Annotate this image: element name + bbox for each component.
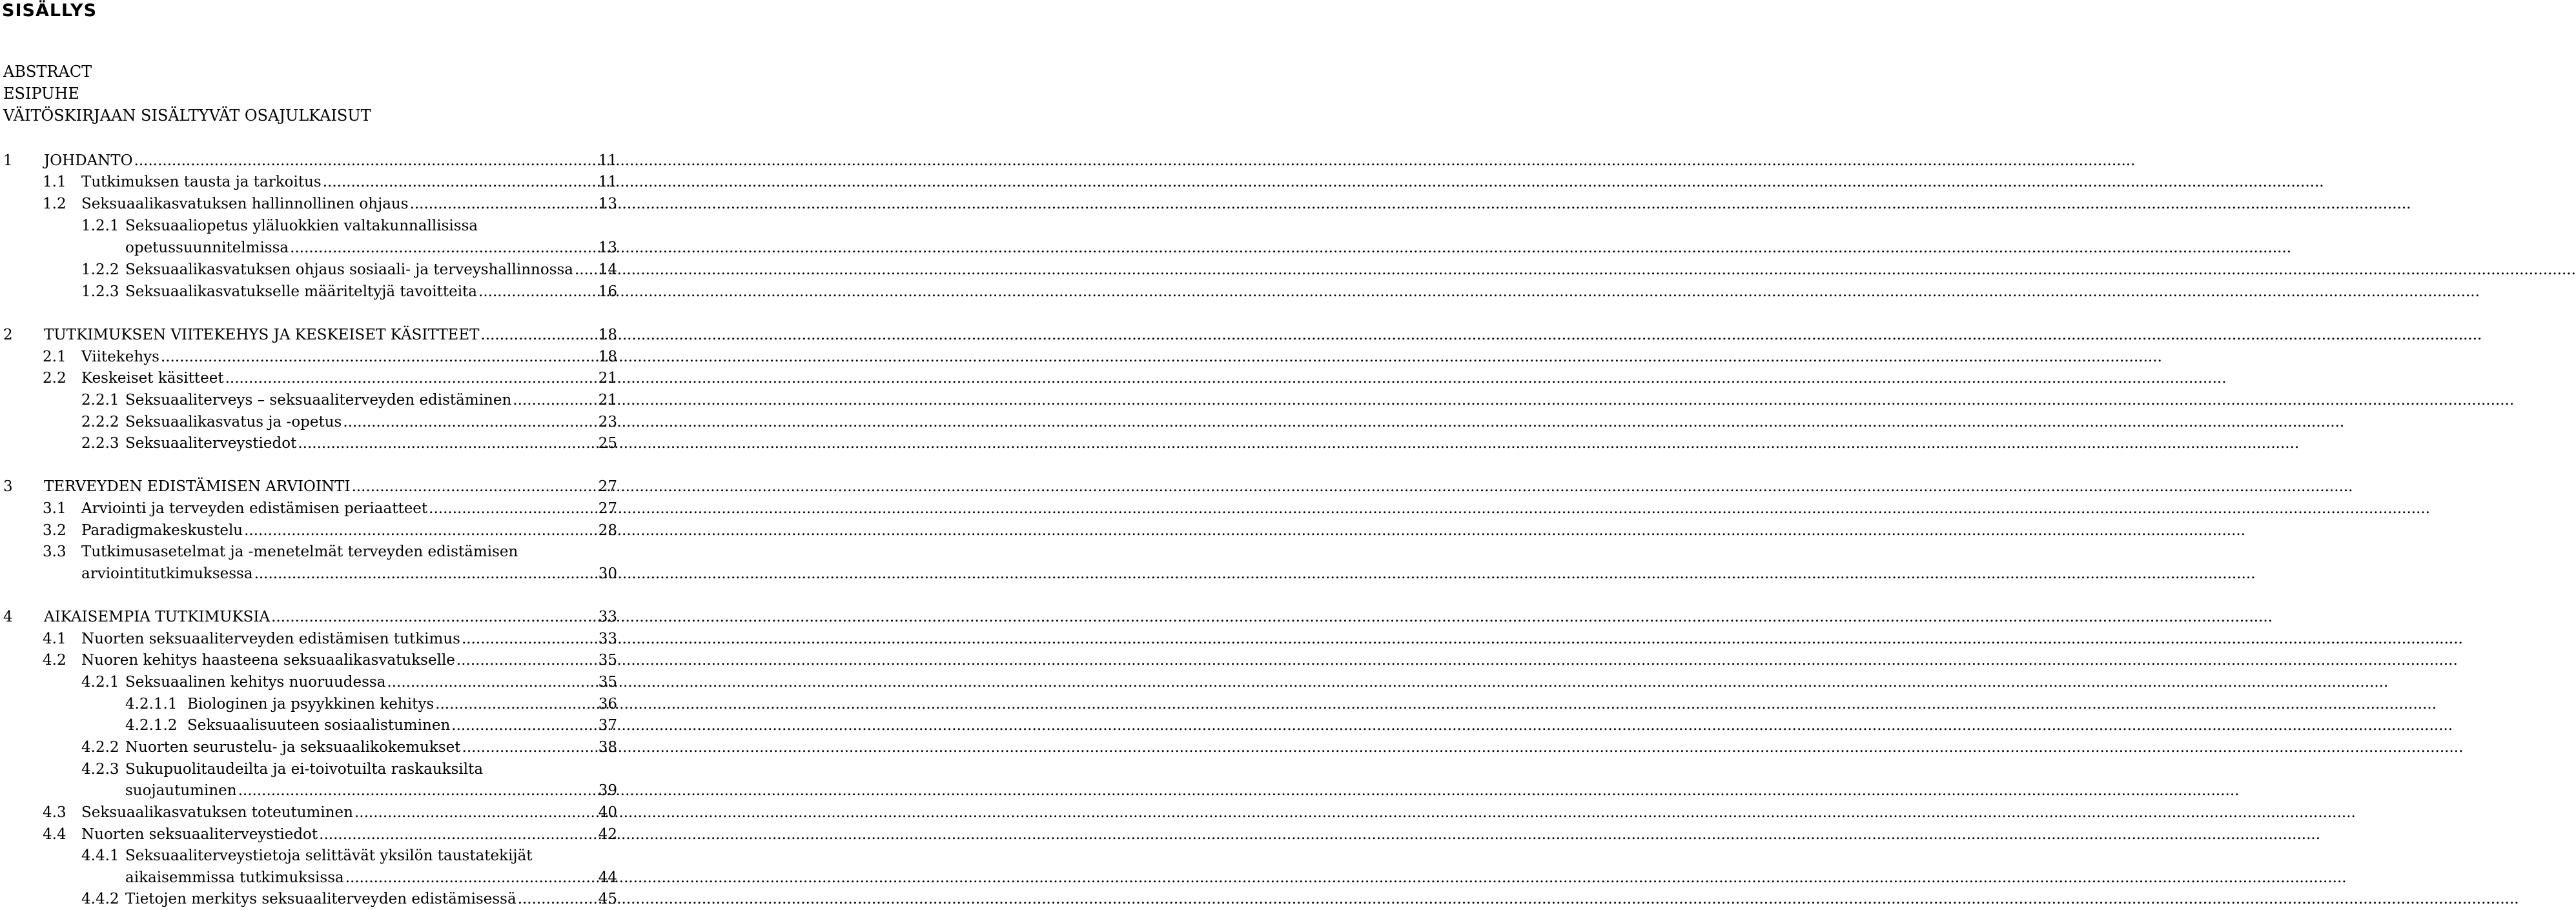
toc-entry[interactable] <box>0 845 617 867</box>
dot-leader <box>513 389 595 411</box>
toc-entry[interactable] <box>0 758 617 780</box>
toc-entry-title: AIKAISEMPIA TUTKIMUKSIA <box>44 609 271 625</box>
toc-entry[interactable] <box>0 563 617 585</box>
toc-entry-page-number: 21 <box>598 370 617 387</box>
toc-entry-number: 2.2.1 <box>81 392 119 409</box>
toc-entry-title: Biologinen ja psyykkinen kehitys <box>187 696 434 713</box>
toc-entry[interactable] <box>0 888 617 910</box>
toc-entry-title: Seksuaalisuuteen sosiaalistuminen <box>187 717 451 734</box>
toc-entry-line <box>125 411 617 433</box>
toc-entry[interactable] <box>0 324 617 346</box>
toc-entry[interactable] <box>0 802 617 824</box>
toc-entry-number: 1.2.2 <box>81 261 119 278</box>
dot-leader <box>238 780 596 802</box>
dot-leader <box>480 324 595 346</box>
toc-entry-line <box>81 628 617 650</box>
dot-leader <box>462 736 596 758</box>
toc-entry-page-number: 36 <box>598 696 617 713</box>
dot-leader <box>323 171 596 193</box>
dot-leader <box>298 432 595 454</box>
toc-entry-number: 4.2.1 <box>81 674 119 691</box>
toc-entry-number: 2 <box>3 327 13 343</box>
dot-leader <box>225 367 596 389</box>
dot-leader <box>271 606 596 628</box>
toc-entry-page-number: 13 <box>598 196 617 212</box>
toc-entry-page-number: 45 <box>598 891 617 907</box>
toc-entry-line <box>125 215 617 237</box>
toc-entry-line <box>125 867 617 889</box>
toc-entry-number: 3 <box>3 478 13 495</box>
toc-entry-page-number: 13 <box>598 239 617 256</box>
toc-entry-number: 4 <box>3 609 13 625</box>
dot-leader <box>352 476 596 498</box>
toc-entry-number: 1.2.3 <box>81 283 119 300</box>
toc-entry[interactable] <box>0 476 617 498</box>
toc-entry-page-number: 18 <box>598 349 617 365</box>
dot-leader <box>345 867 596 889</box>
toc-entry-page-number: 39 <box>598 782 617 799</box>
toc-entry-page-number: 35 <box>598 652 617 669</box>
toc-entry-page-number: 18 <box>598 327 617 343</box>
toc-entry-title: Seksuaalinen kehitys nuoruudessa <box>125 674 386 691</box>
toc-entry[interactable] <box>0 693 617 715</box>
toc-entry-title: TERVEYDEN EDISTÄMISEN ARVIOINTI <box>44 478 351 495</box>
toc-entry-page-number: 35 <box>598 674 617 691</box>
dot-leader <box>343 411 595 433</box>
toc-entry-line <box>125 758 617 780</box>
toc-entry-number: 4.3 <box>43 804 66 821</box>
toc-entry-page-number: 30 <box>598 565 617 582</box>
toc-entry-page-number: 42 <box>598 826 617 843</box>
toc-entry-title: Viitekehys <box>81 349 159 365</box>
toc-entry-number: 4.4 <box>43 826 66 843</box>
toc-entry[interactable] <box>0 780 617 802</box>
toc-entry-page-number: 38 <box>598 739 617 756</box>
toc-entry-title: Nuorten seksuaaliterveyden edistämisen tutkimus <box>81 631 460 647</box>
toc-entry-title: Seksuaalikasvatuksen ohjaus sosiaali- ja terveyshallinnossa <box>125 261 573 278</box>
toc-entry[interactable] <box>0 606 617 628</box>
toc-entry-line <box>81 498 617 520</box>
toc-entry[interactable] <box>0 237 617 259</box>
toc-entry-page-number: 33 <box>598 609 617 625</box>
toc-entry-title: Seksuaalikasvatuksen hallinnollinen ohjaus <box>81 196 409 212</box>
toc-entry[interactable] <box>0 714 617 736</box>
toc-entry-page-number: 27 <box>598 500 617 517</box>
dot-leader <box>451 714 595 736</box>
toc-entry-line <box>81 802 617 824</box>
toc-entry[interactable] <box>0 259 617 281</box>
toc-entry-title: Sukupuolitaudeilta ja ei-toivotuilta raskauksilta <box>125 761 484 778</box>
dot-leader <box>319 824 596 845</box>
toc-entry-title: Nuoren kehitys haasteena seksuaalikasvatukselle <box>81 652 455 669</box>
toc-entry-title: Keskeiset käsitteet <box>81 370 224 387</box>
toc-entry-title: Seksuaalikasvatuksen toteutuminen <box>81 804 353 821</box>
toc-entry[interactable] <box>0 736 617 758</box>
toc-entry-line <box>44 150 617 172</box>
toc-entry[interactable] <box>0 867 617 889</box>
toc-entry-number: 1.2 <box>43 196 66 212</box>
toc-entry-line <box>44 606 617 628</box>
toc-entry-line <box>81 171 617 193</box>
toc-entry-page-number: 44 <box>598 869 617 886</box>
toc-entry-page-number: 11 <box>598 174 617 190</box>
toc-entry[interactable] <box>0 541 617 563</box>
toc-entry-line <box>81 520 617 541</box>
toc-entry-number: 1.2.1 <box>81 217 119 234</box>
toc-entry-page-number: 37 <box>598 717 617 734</box>
toc-entry-number: 4.2.1.1 <box>125 696 178 713</box>
toc-entry-title: Paradigmakeskustelu <box>81 522 243 539</box>
toc-entry-line <box>81 346 617 368</box>
toc-entry-title: opetussuunnitelmissa <box>125 239 289 256</box>
toc-entry-number: 4.2.1.2 <box>125 717 178 734</box>
toc-entry-title: Seksuaalikasvatus ja -opetus <box>125 414 342 430</box>
toc-entry-line <box>81 367 617 389</box>
toc-entry-line <box>125 888 617 910</box>
dot-leader <box>290 237 596 259</box>
dot-leader <box>462 628 596 650</box>
toc-entry[interactable] <box>0 171 617 193</box>
toc-entry-line <box>125 780 617 802</box>
dot-leader <box>387 671 595 693</box>
toc-entry-page-number: 21 <box>598 392 617 409</box>
toc-entry-title: Seksuaaliterveystietoja selittävät yksilön taustatekijät <box>125 847 533 864</box>
toc-entry-page-number: 16 <box>598 283 617 300</box>
toc-entry[interactable] <box>0 649 617 671</box>
dot-leader <box>429 498 596 520</box>
toc-entry-title: JOHDANTO <box>44 152 133 169</box>
toc-entry-line <box>125 845 617 867</box>
toc-entry-title: Seksuaaliterveystiedot <box>125 435 297 452</box>
toc-entry[interactable] <box>0 389 617 411</box>
dot-leader <box>134 150 596 172</box>
toc-entry-line <box>187 693 617 715</box>
dot-leader <box>410 193 596 215</box>
toc-entry-page-number: 14 <box>598 261 617 278</box>
toc-entry[interactable] <box>0 411 617 433</box>
toc-entry-line <box>125 281 617 303</box>
toc-entry[interactable] <box>0 193 617 215</box>
toc-entry-line <box>125 671 617 693</box>
toc-entry[interactable] <box>0 824 617 845</box>
toc-entry-page-number: 27 <box>598 478 617 495</box>
dot-leader <box>254 563 596 585</box>
toc-entry-number: 4.2 <box>43 652 66 669</box>
toc-entry-title: TUTKIMUKSEN VIITEKEHYS JA KESKEISET KÄSITTEET <box>44 327 480 343</box>
toc-entry-page-number: 11 <box>598 152 617 169</box>
toc-entry-line <box>81 563 617 585</box>
toc-entry-line <box>81 541 617 563</box>
toc-entry-title: Nuorten seurustelu- ja seksuaalikokemukset <box>125 739 461 756</box>
toc-entry-number: 2.2.3 <box>81 435 119 452</box>
toc-entry-page-number: 40 <box>598 804 617 821</box>
toc-entry-title: Tietojen merkitys seksuaaliterveyden edistämisessä <box>125 891 516 907</box>
toc-entry-number: 4.2.2 <box>81 739 119 756</box>
toc-entry[interactable] <box>0 215 617 237</box>
toc-entry-number: 2.1 <box>43 349 66 365</box>
toc-entry-title: Nuorten seksuaaliterveystiedot <box>81 826 318 843</box>
toc-entry[interactable] <box>0 432 617 454</box>
toc-entry-title: Tutkimuksen tausta ja tarkoitus <box>81 174 322 190</box>
toc-entry-line <box>81 824 617 845</box>
toc-entry-title: Arviointi ja terveyden edistämisen periaatteet <box>81 500 428 517</box>
dot-leader <box>161 346 596 368</box>
toc-entry-line <box>125 389 617 411</box>
toc-entry-line <box>81 193 617 215</box>
front-matter-preface: ESIPUHE <box>3 85 79 103</box>
toc-entry[interactable] <box>0 150 617 172</box>
toc-entry-title: suojautuminen <box>125 782 237 799</box>
front-matter-publications: VÄITÖSKIRJAAN SISÄLTYVÄT OSAJULKAISUT <box>3 106 371 125</box>
dot-leader <box>244 520 596 541</box>
toc-entry-number: 4.4.2 <box>81 891 119 907</box>
toc-entry-title: Tutkimusasetelmat ja -menetelmät terveyden edistämisen <box>81 543 518 560</box>
toc-entry-line <box>81 649 617 671</box>
toc-entry-title: Seksuaaliopetus yläluokkien valtakunnallisissa <box>125 217 478 234</box>
page-title: SISÄLLYS <box>2 1 97 21</box>
toc-entry-number: 4.4.1 <box>81 847 119 864</box>
toc-entry-line <box>44 324 617 346</box>
toc-entry-title: Seksuaalikasvatukselle määriteltyjä tavoitteita <box>125 283 478 300</box>
toc-entry-line <box>187 714 617 736</box>
toc-entry[interactable] <box>0 628 617 650</box>
toc-entry-page-number: 23 <box>598 414 617 430</box>
toc-entry-title: Seksuaaliterveys – seksuaaliterveyden edistäminen <box>125 392 512 409</box>
toc-entry[interactable] <box>0 671 617 693</box>
toc-entry-line <box>125 237 617 259</box>
toc-entry-title: arviointitutkimuksessa <box>81 565 253 582</box>
toc-entry-line <box>125 259 617 281</box>
dot-leader <box>435 693 596 715</box>
dot-leader <box>478 281 596 303</box>
toc-entry-line <box>44 476 617 498</box>
dot-leader <box>456 649 596 671</box>
toc-entry-page-number: 25 <box>598 435 617 452</box>
toc-entry-number: 4.2.3 <box>81 761 119 778</box>
toc-entry-number: 3.2 <box>43 522 66 539</box>
dot-leader <box>575 259 596 281</box>
toc-entry-number: 2.2.2 <box>81 414 119 430</box>
toc-entry-page-number: 33 <box>598 631 617 647</box>
front-matter-abstract: ABSTRACT <box>3 63 92 81</box>
toc-entry-number: 2.2 <box>43 370 66 387</box>
toc-entry-number: 3.3 <box>43 543 66 560</box>
toc-entry-number: 1 <box>3 152 13 169</box>
dot-leader <box>518 888 596 910</box>
toc-entry[interactable] <box>0 498 617 520</box>
toc-entry-number: 3.1 <box>43 500 66 517</box>
toc-entry-line <box>125 736 617 758</box>
toc-entry-number: 4.1 <box>43 631 66 647</box>
toc-entry[interactable] <box>0 520 617 541</box>
toc-entry-line <box>125 432 617 454</box>
toc-entry[interactable] <box>0 367 617 389</box>
toc-entry[interactable] <box>0 346 617 368</box>
toc-entry-number: 1.1 <box>43 174 66 190</box>
table-of-contents-page <box>0 0 620 910</box>
toc-entry-title: aikaisemmissa tutkimuksissa <box>125 869 344 886</box>
dot-leader <box>354 802 596 824</box>
toc-entry-page-number: 28 <box>598 522 617 539</box>
toc-entry[interactable] <box>0 281 617 303</box>
